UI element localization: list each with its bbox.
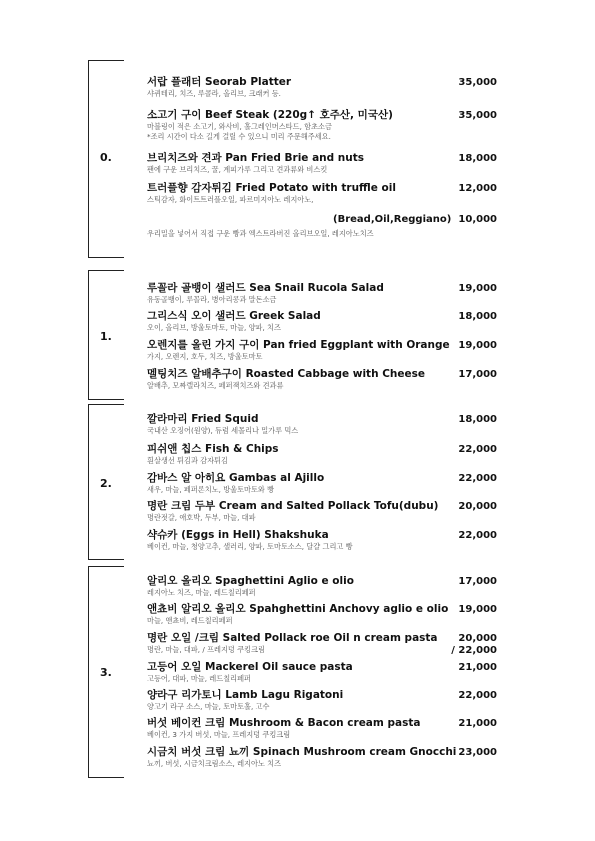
item-name: 양라구 리가토니 Lamb Lagu Rigatoni xyxy=(147,689,344,701)
item-note: *조리 시간이 다소 길게 걸릴 수 있으니 미리 주문해주세요. xyxy=(147,132,331,141)
section-number-0: 0. xyxy=(100,151,112,164)
item-price: 23,000 xyxy=(458,747,497,758)
section-number-3: 3. xyxy=(100,666,112,679)
item-description: 흰살생선 튀김과 감자튀김 xyxy=(147,456,228,465)
menu-item xyxy=(147,182,507,205)
item-name: 루꼴라 골뱅이 샐러드 Sea Snail Rucola Salad xyxy=(147,282,384,294)
item-name: 트러플향 감자튀김 Fried Potato with truffle oil xyxy=(147,182,396,194)
item-description: 뇨끼, 버섯, 시금치크림소스, 레지아노 치즈 xyxy=(147,759,282,768)
item-name: 소고기 구이 Beef Steak (220g↑ 호주산, 미국산) xyxy=(147,109,393,121)
item-price: 20,000 xyxy=(458,633,497,644)
item-price: 35,000 xyxy=(458,110,497,121)
item-description: 가지, 오렌지, 호두, 치즈, 방울토마토 xyxy=(147,352,263,361)
menu-item xyxy=(147,310,507,333)
item-name: 깔라마리 Fried Squid xyxy=(147,413,259,425)
item-price: 17,000 xyxy=(458,369,497,380)
item-name: 버섯 베이컨 크림 Mushroom & Bacon cream pasta xyxy=(147,717,421,729)
item-name: 오렌지를 올린 가지 구이 Pan fried Eggplant with Orange xyxy=(147,339,450,351)
item-price: 19,000 xyxy=(458,604,497,615)
menu-item xyxy=(147,717,507,740)
item-price: 19,000 xyxy=(458,283,497,294)
item-price: 21,000 xyxy=(458,662,497,673)
menu-item xyxy=(147,575,507,598)
item-name: 명란 오일 /크림 Salted Pollack roe Oil n cream pasta xyxy=(147,632,438,644)
item-description: 우리밀을 넣어서 직접 구운 빵과 엑스트라버진 올리브오일, 레지아노치즈 xyxy=(147,229,374,238)
menu-item xyxy=(147,229,507,239)
item-name: 피쉬앤 칩스 Fish & Chips xyxy=(147,443,279,455)
item-price: 19,000 xyxy=(458,340,497,351)
item-price: 22,000 xyxy=(458,444,497,455)
item-name: 명란 크림 두부 Cream and Salted Pollack Tofu(dubu) xyxy=(147,500,439,512)
item-description: 마블링이 적은 소고기, 와사비, 홀그레인머스타드, 함초소금 xyxy=(147,122,332,131)
item-price: 18,000 xyxy=(458,311,497,322)
item-description: 고등어, 대파, 마늘, 레드칠리페퍼 xyxy=(147,674,251,683)
menu-item xyxy=(147,443,507,466)
menu-item xyxy=(147,472,507,495)
item-price: 21,000 xyxy=(458,718,497,729)
item-name: 고등어 오일 Mackerel Oil sauce pasta xyxy=(147,661,353,673)
menu-item xyxy=(147,661,507,684)
item-price: 18,000 xyxy=(458,153,497,164)
item-price: 17,000 xyxy=(458,576,497,587)
item-description: 알배추, 모짜렐라치즈, 페퍼잭치즈와 견과류 xyxy=(147,381,284,390)
item-description: 마늘, 앤쵸비, 레드칠리페퍼 xyxy=(147,616,233,625)
item-description: 명란젓갈, 애호박, 두부, 마늘, 대파 xyxy=(147,513,256,522)
item-description: 양고기 라구 소스, 마늘, 토마토홀, 고수 xyxy=(147,702,270,711)
item-description: 팬에 구운 브리치즈, 꿀, 계피가루 그리고 견과류와 비스킷 xyxy=(147,165,328,174)
menu-item xyxy=(147,500,507,523)
item-description: 오이, 올리브, 방울토마토, 마늘, 양파, 치즈 xyxy=(147,323,281,332)
item-description: 스틱감자, 화이트트러플오일, 파르미지아노 레지아노, xyxy=(147,195,314,204)
item-name: 샥슈카 (Eggs in Hell) Shakshuka xyxy=(147,529,329,541)
item-description: 유동골뱅이, 루꼴라, 병아리콩과 말돈소금 xyxy=(147,295,277,304)
item-description: 샤퀴테리, 치즈, 루콜라, 올리브, 크래커 등. xyxy=(147,89,281,98)
item-description: 새우, 마늘, 페퍼론치노, 방울토마토와 빵 xyxy=(147,485,275,494)
menu-item xyxy=(147,282,507,305)
item-description: 베이컨, 3 가지 버섯, 마늘, 프레지덩 쿠킹크림 xyxy=(147,730,291,739)
item-description: 베이컨, 마늘, 청양고추, 샐러리, 양파, 토마토소스, 달걀 그리고 빵 xyxy=(147,542,353,551)
item-price: 20,000 xyxy=(458,501,497,512)
item-name: 그리스식 오이 샐러드 Greek Salad xyxy=(147,310,321,322)
item-name: 브리치즈와 견과 Pan Fried Brie and nuts xyxy=(147,152,365,164)
item-name: 감바스 알 아히요 Gambas al Ajillo xyxy=(147,472,325,484)
menu-item xyxy=(147,339,507,362)
item-price: 10,000 xyxy=(458,214,497,225)
menu-item xyxy=(147,413,507,436)
item-description: 레지아노 치즈, 마늘, 레드칠리페퍼 xyxy=(147,588,256,597)
item-description: 명란, 마늘, 대파, / 프레지덩 쿠킹크림 xyxy=(147,645,265,654)
menu-item xyxy=(147,368,507,391)
item-price: 18,000 xyxy=(458,414,497,425)
item-price-alt: / 22,000 xyxy=(451,645,497,656)
menu-item xyxy=(147,76,507,99)
item-price: 22,000 xyxy=(458,473,497,484)
item-price: 12,000 xyxy=(458,183,497,194)
menu-item xyxy=(147,746,507,769)
item-description: 국내산 오징어(원양), 듀럼 세몰리나 밀가루 믹스 xyxy=(147,426,299,435)
item-price: 22,000 xyxy=(458,690,497,701)
menu-item xyxy=(147,152,507,175)
item-name: 알리오 올리오 Spaghettini Aglio e olio xyxy=(147,575,354,587)
item-price: 35,000 xyxy=(458,77,497,88)
section-number-2: 2. xyxy=(100,477,112,490)
menu-item xyxy=(147,603,507,626)
item-name: (Bread,Oil,Reggiano) xyxy=(333,214,452,225)
item-price: 22,000 xyxy=(458,530,497,541)
menu-item xyxy=(147,529,507,552)
item-name: 서랍 플래터 Seorab Platter xyxy=(147,76,292,88)
item-name: 시금치 버섯 크림 뇨끼 Spinach Mushroom cream Gnocchi xyxy=(147,746,457,758)
menu-item xyxy=(147,109,507,142)
item-name: 앤쵸비 알리오 올리오 Spahghettini Anchovy aglio e olio xyxy=(147,603,449,615)
item-name: 멜팅치즈 알배추구이 Roasted Cabbage with Cheese xyxy=(147,368,425,380)
section-number-1: 1. xyxy=(100,330,112,343)
menu-item xyxy=(147,689,507,712)
